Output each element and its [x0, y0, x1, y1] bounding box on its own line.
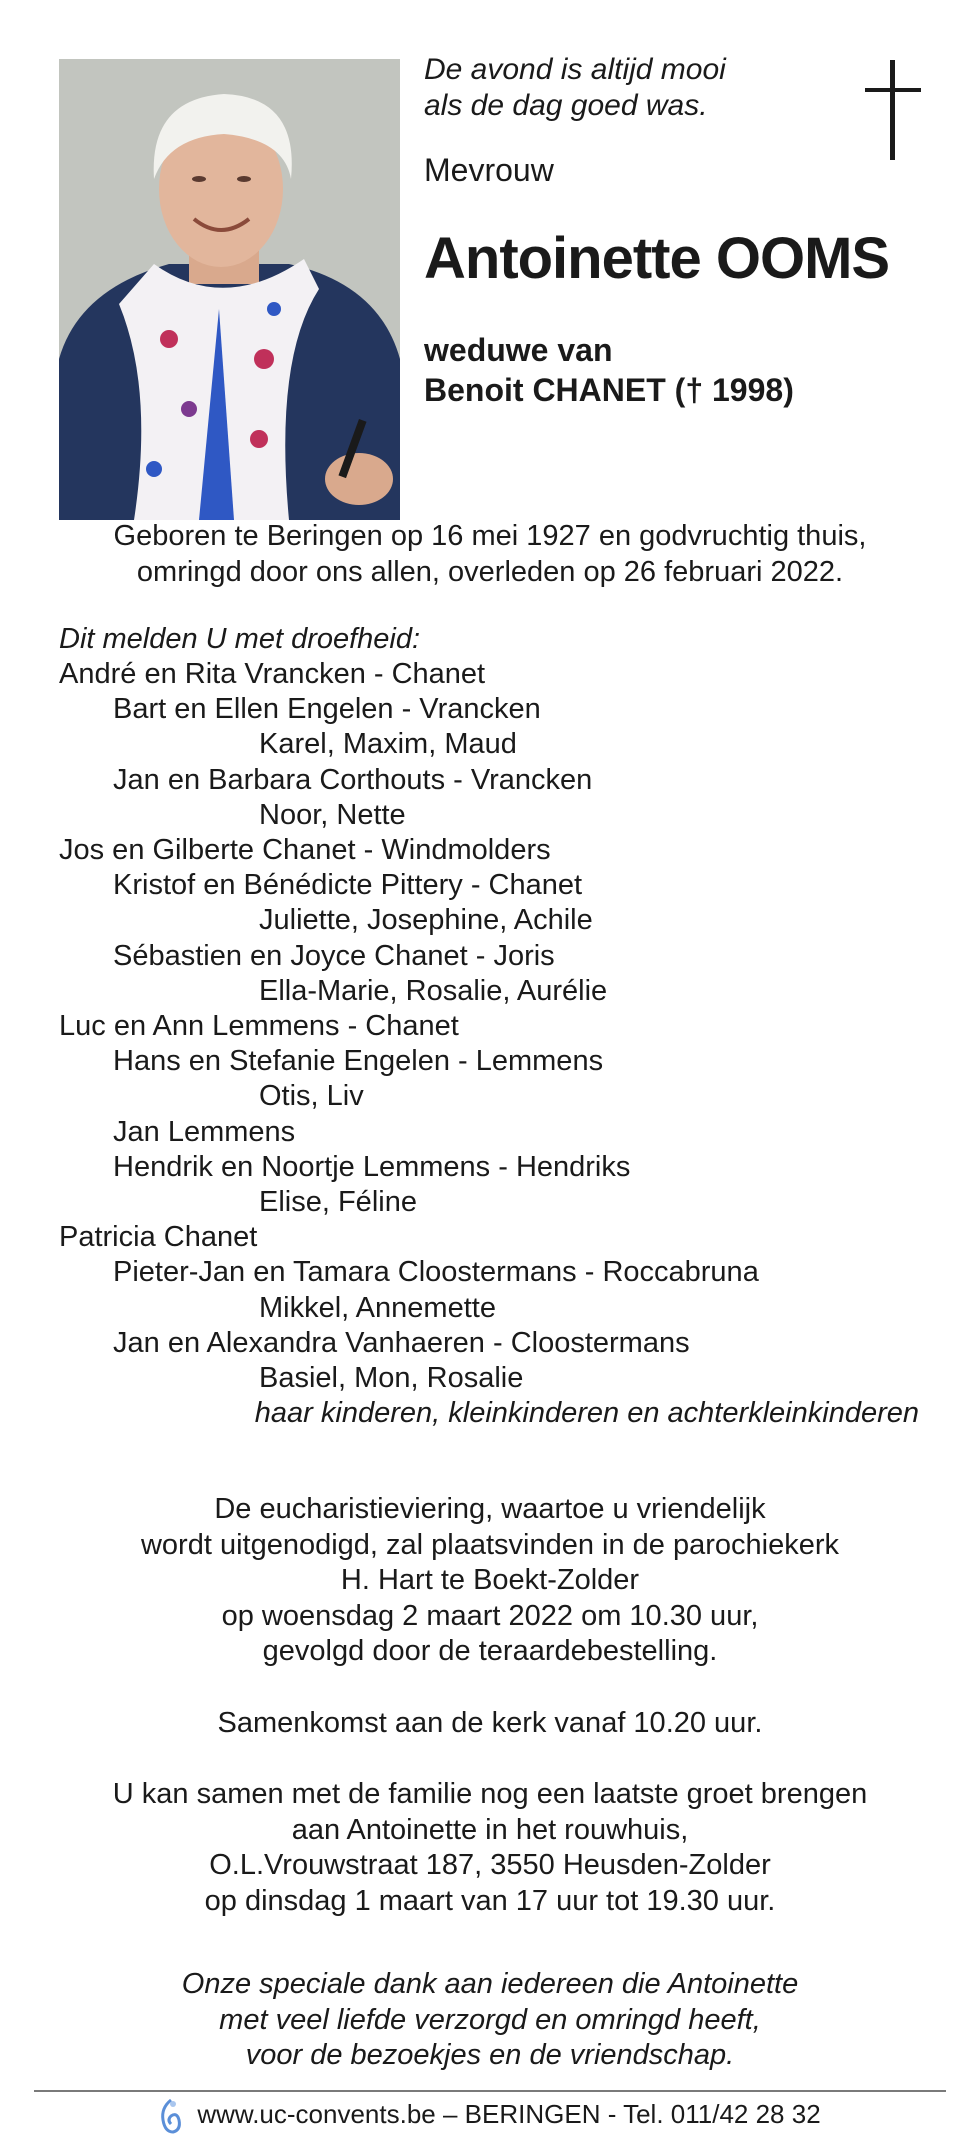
motto-line: De avond is altijd mooi	[424, 53, 726, 86]
grandchildren-names: Otis, Liv	[259, 1080, 364, 1113]
widow-of	[424, 330, 794, 410]
thanks-line: Onze speciale dank aan iedereen die Antoinette	[181, 1968, 799, 2000]
birth-death-statement	[40, 518, 940, 590]
spouse-name: Benoit CHANET († 1998)	[424, 372, 794, 408]
grandchild-couple: Bart en Ellen Engelen - Vrancken	[113, 693, 541, 726]
deceased-name: Antoinette OOMS	[424, 226, 890, 291]
family-list	[59, 657, 939, 1396]
portrait-illustration	[59, 59, 400, 520]
child-couple: Patricia Chanet	[59, 1221, 258, 1254]
service-line: aan Antoinette in het rouwhuis,	[291, 1813, 689, 1846]
thanks-note	[40, 1967, 940, 2074]
child-couple: André en Rita Vrancken - Chanet	[59, 658, 486, 690]
service-line: H. Hart te Boekt-Zolder	[340, 1564, 640, 1596]
grandchild-couple: Pieter-Jan en Tamara Cloostermans - Roccabruna	[113, 1256, 759, 1289]
thanks-line: voor de bezoekjes en de vriendschap.	[245, 2039, 735, 2071]
grandchildren-names: Mikkel, Annemette	[259, 1291, 496, 1324]
grandchild-couple: Hans en Stefanie Engelen - Lemmens	[113, 1045, 604, 1078]
service-line: De eucharistieviering, waartoe u vriendelijk	[214, 1493, 766, 1525]
service-line: U kan samen met de familie nog een laatste groet brengen	[112, 1778, 868, 1810]
service-line: op woensdag 2 maart 2022 om 10.30 uur,	[221, 1599, 759, 1632]
funeral-home-contact[interactable]: www.uc-convents.be – BERINGEN - Tel. 011/42 28 32	[197, 2099, 821, 2129]
cross-icon	[865, 60, 921, 160]
funeral-mass-paragraph	[40, 1492, 940, 1670]
grandchild-couple: Kristof en Bénédicte Pittery - Chanet	[113, 869, 583, 902]
footer	[0, 2094, 980, 2134]
grandchild-couple: Jan en Alexandra Vanhaeren - Cloostermans	[113, 1326, 690, 1359]
statement-line: Geboren te Beringen op 16 mei 1927 en godvruchtig thuis,	[113, 520, 867, 552]
motto-line: als de dag goed was.	[424, 89, 708, 122]
farewell-paragraph	[40, 1777, 940, 1919]
grandchildren-names: Ella-Marie, Rosalie, Aurélie	[259, 974, 608, 1007]
service-details	[40, 1492, 940, 1955]
grandchildren-names: Elise, Féline	[259, 1186, 417, 1219]
grandchild-couple: Jan Lemmens	[113, 1115, 296, 1148]
grandchildren-names: Karel, Maxim, Maud	[259, 728, 517, 761]
child-couple: Luc en Ann Lemmens - Chanet	[59, 1010, 459, 1043]
gathering-paragraph	[40, 1706, 940, 1742]
service-line: O.L.Vrouwstraat 187, 3550 Heusden-Zolder	[209, 1849, 771, 1881]
grandchild-couple: Jan en Barbara Corthouts - Vrancken	[113, 763, 593, 796]
service-line: wordt uitgenodigd, zal plaatsvinden in de parochiekerk	[140, 1528, 840, 1561]
announce-intro: Dit melden U met droefheid:	[59, 623, 421, 655]
service-line: gevolgd door de teraardebestelling.	[262, 1635, 718, 1667]
grandchildren-names: Juliette, Josephine, Achile	[259, 904, 593, 937]
grandchild-couple: Sébastien en Joyce Chanet - Joris	[113, 939, 555, 972]
portrait-photo	[59, 59, 400, 520]
widow-label: weduwe van	[424, 332, 613, 368]
grandchildren-names: Noor, Nette	[259, 798, 406, 831]
family-closing: haar kinderen, kleinkinderen en achterkleinkinderen	[254, 1397, 919, 1430]
service-line: Samenkomst aan de kerk vanaf 10.20 uur.	[217, 1706, 763, 1739]
child-couple: Jos en Gilberte Chanet - Windmolders	[59, 834, 551, 867]
thanks-line: met veel liefde verzorgd en omringd heeft,	[219, 2003, 761, 2036]
grandchildren-names: Basiel, Mon, Rosalie	[259, 1362, 524, 1395]
motto	[424, 52, 824, 124]
footer-divider	[34, 2090, 946, 2092]
salutation: Mevrouw	[424, 152, 554, 188]
funeral-home-logo-icon	[159, 2098, 183, 2134]
statement-line: omringd door ons allen, overleden op 26 februari 2022.	[136, 556, 844, 588]
family-announcement	[59, 622, 939, 1431]
service-line: op dinsdag 1 maart van 17 uur tot 19.30 uur.	[204, 1884, 776, 1917]
grandchild-couple: Hendrik en Noortje Lemmens - Hendriks	[113, 1150, 631, 1183]
